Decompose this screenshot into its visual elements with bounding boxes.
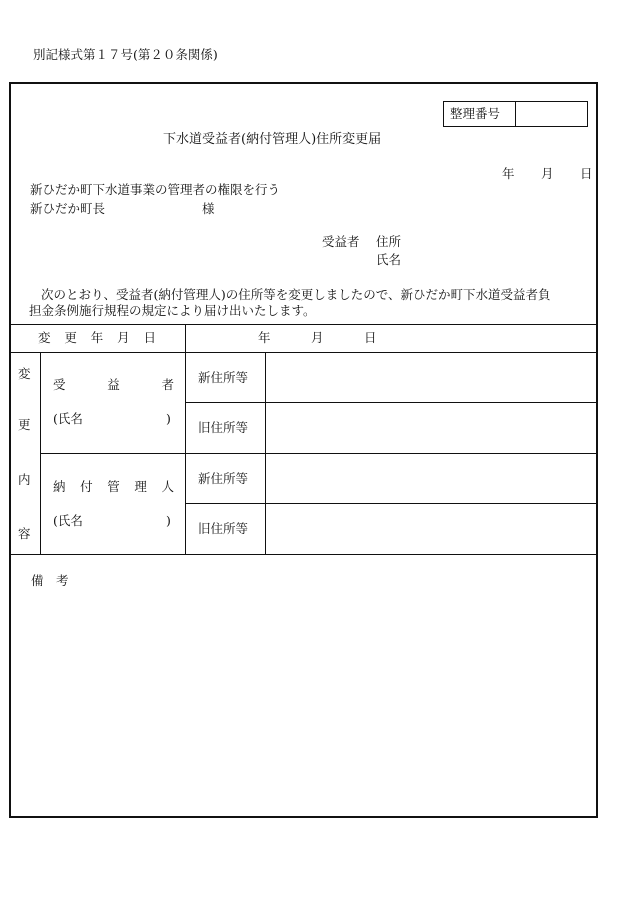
body-text-line1: 次のとおり、受益者(納付管理人)の住所等を変更しましたので、新ひだか町下水道受益者負 — [41, 287, 551, 302]
payment-manager-name-close: ) — [166, 513, 171, 528]
date-year-label: 年 — [502, 166, 515, 181]
payment-manager-new-address-label: 新住所等 — [198, 471, 249, 486]
change-month-label: 月 — [311, 330, 324, 345]
section2-inner-border — [185, 503, 597, 504]
beneficiary-new-address-label: 新住所等 — [198, 370, 249, 385]
payment-manager-name-open: (氏名 — [53, 513, 83, 528]
date-day-label: 日 — [580, 166, 593, 181]
change-day-label: 日 — [364, 330, 377, 345]
beneficiary-name-open: (氏名 — [53, 411, 83, 426]
seiri-number-label: 整理番号 — [450, 106, 501, 121]
payment-manager-title: 納 付 管 理 人 — [53, 479, 174, 494]
change-date-row-border — [10, 352, 597, 353]
body-text-line2: 担金条例施行規程の規定により届け出いたします。 — [29, 303, 316, 318]
table-top-border — [10, 324, 597, 325]
addressee-line2: 新ひだか町長 — [30, 201, 106, 216]
content-label-char-4: 容 — [18, 526, 31, 541]
payment-manager-old-address-label: 旧住所等 — [198, 521, 249, 536]
applicant-address-label: 住所 — [376, 234, 402, 249]
remarks-label: 備 考 — [31, 573, 69, 588]
label-column-border — [185, 324, 186, 554]
section1-inner-border — [185, 402, 597, 403]
field-label-column-border — [265, 352, 266, 554]
beneficiary-name-close: ) — [166, 411, 171, 426]
table-bottom-border — [10, 554, 597, 555]
seiri-divider — [515, 101, 516, 127]
applicant-role: 受益者 — [322, 234, 360, 249]
section-divider — [40, 453, 597, 454]
content-label-column-border — [40, 352, 41, 554]
change-year-label: 年 — [258, 330, 271, 345]
addressee-line1: 新ひだか町下水道事業の管理者の権限を行う — [30, 182, 281, 197]
content-label-char-1: 変 — [18, 366, 31, 381]
date-month-label: 月 — [541, 166, 554, 181]
change-date-label: 変 更 年 月 日 — [38, 330, 156, 345]
applicant-name-label: 氏名 — [376, 252, 402, 267]
content-label-char-2: 更 — [18, 417, 31, 432]
beneficiary-title: 受 益 者 — [53, 377, 174, 392]
form-number: 別記様式第１７号(第２０条関係) — [33, 47, 218, 62]
document-title: 下水道受益者(納付管理人)住所変更届 — [163, 132, 382, 147]
addressee-honorific: 様 — [202, 201, 215, 216]
beneficiary-old-address-label: 旧住所等 — [198, 420, 249, 435]
content-label-char-3: 内 — [18, 472, 31, 487]
